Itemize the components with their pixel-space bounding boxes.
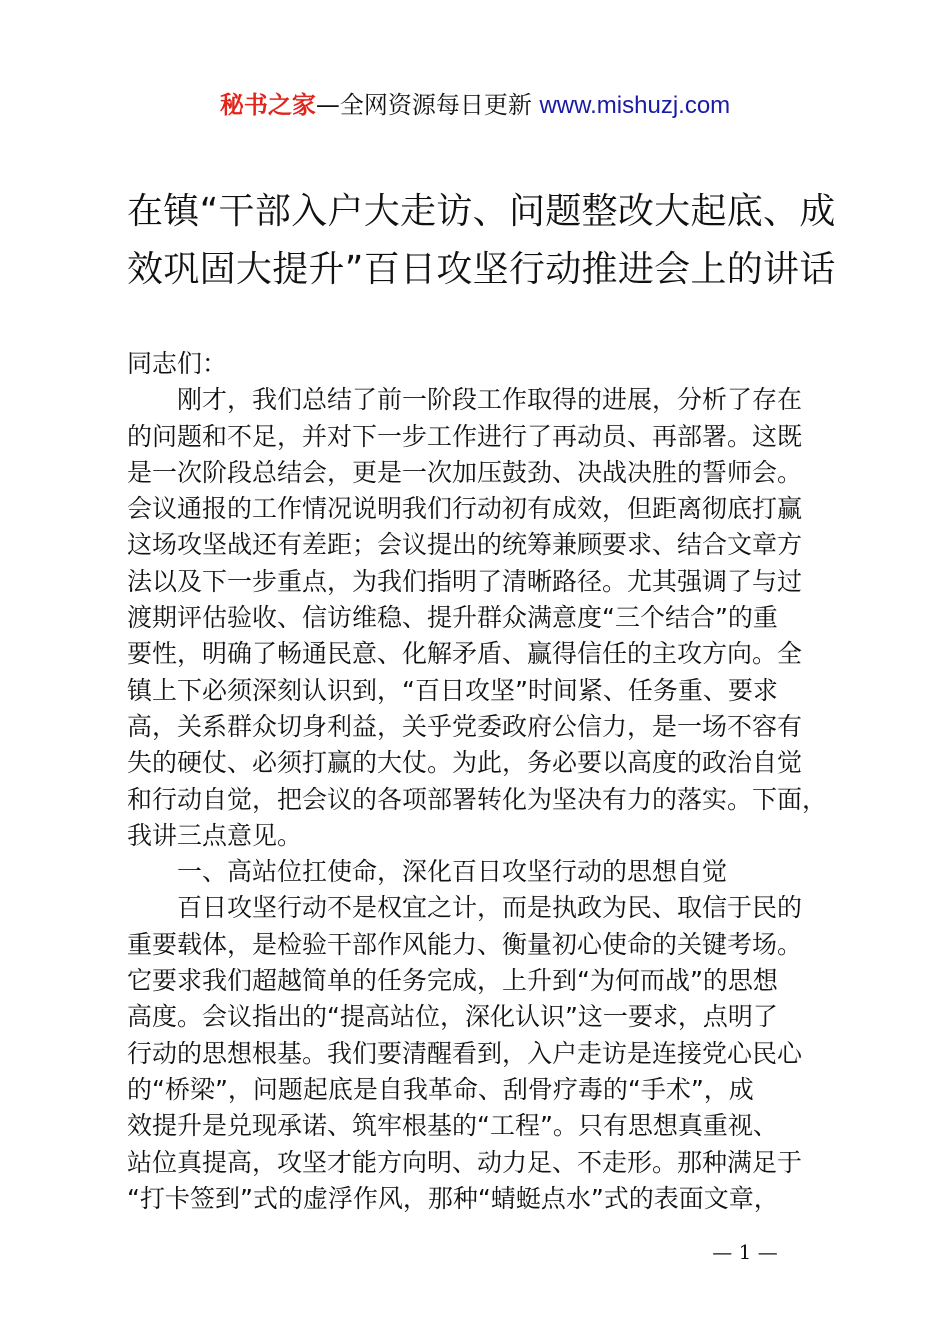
body-line: 效提升是兑现承诺、筑牢根基的“工程”。只有思想真重视、 <box>127 1111 778 1141</box>
body-line: 重要载体，是检验干部作风能力、衡量初心使命的关键考场。 <box>127 929 803 959</box>
brand-name: 秘书之家 <box>219 91 316 119</box>
body-line: 失的硬仗、必须打赢的大仗。为此，务必要以高度的政治自觉 <box>127 748 803 778</box>
body-line: 镇上下必须深刻认识到，“百日攻坚”时间紧、任务重、要求 <box>127 675 778 705</box>
body-line: 法以及下一步重点，为我们指明了清晰路径。尤其强调了与过 <box>127 566 803 596</box>
body-line: 行动的思想根基。我们要清醒看到，入户走访是连接党心民心 <box>127 1038 803 1068</box>
body-line: 它要求我们超越简单的任务完成，上升到“为何而战”的思想 <box>127 966 778 996</box>
page-number: — 1 — <box>712 1240 778 1264</box>
body-line: 一、高站位扛使命，深化百日攻坚行动的思想自觉 <box>127 857 728 887</box>
body-line: 同志们： <box>127 349 228 378</box>
body-line: 高，关系群众切身利益，关乎党委政府公信力，是一场不容有 <box>127 711 803 741</box>
body-line: 高度。会议指出的“提高站位，深化认识”这一要求，点明了 <box>127 1002 778 1032</box>
body-line: 渡期评估验收、信访维稳、提升群众满意度“三个结合”的重 <box>127 603 778 633</box>
body-line: 和行动自觉，把会议的各项部署转化为坚决有力的落实。下面， <box>127 784 828 814</box>
body-line: “打卡签到”式的虚浮作风，那种“蜻蜓点水”式的表面文章， <box>127 1183 779 1213</box>
header-tagline: —全网资源每日更新 <box>315 91 540 119</box>
body-line: 的问题和不足，并对下一步工作进行了再动员、再部署。这既 <box>127 421 803 451</box>
website-link[interactable]: www.mishuzj.com <box>539 92 731 119</box>
body-line: 百日攻坚行动不是权宜之计，而是执政为民、取信于民的 <box>127 893 803 923</box>
body-line: 我讲三点意见。 <box>127 820 303 850</box>
site-header <box>0 88 950 123</box>
body-line: 要性，明确了畅通民意、化解矛盾、赢得信任的主攻方向。全 <box>127 639 803 669</box>
body-line: 会议通报的工作情况说明我们行动初有成效，但距离彻底打赢 <box>127 494 803 524</box>
body-line: 这场攻坚战还有差距；会议提出的统筹兼顾要求、结合文章方 <box>127 530 803 560</box>
document-title <box>127 183 839 299</box>
body-line: 的“桥梁”，问题起底是自我革命、刮骨疗毒的“手术”，成 <box>127 1074 754 1104</box>
body-line: 站位真提高，攻坚才能方向明、动力足、不走形。那种满足于 <box>127 1147 803 1177</box>
title-line: 在镇“干部入户大走访、问题整改大起底、成 <box>127 191 836 232</box>
body-line: 是一次阶段总结会，更是一次加压鼓劲、决战决胜的誓师会。 <box>127 457 803 487</box>
title-line: 效巩固大提升”百日攻坚行动推进会上的讲话 <box>127 249 836 290</box>
document-body <box>127 346 837 1217</box>
body-line: 刚才，我们总结了前一阶段工作取得的进展，分析了存在 <box>127 385 803 415</box>
